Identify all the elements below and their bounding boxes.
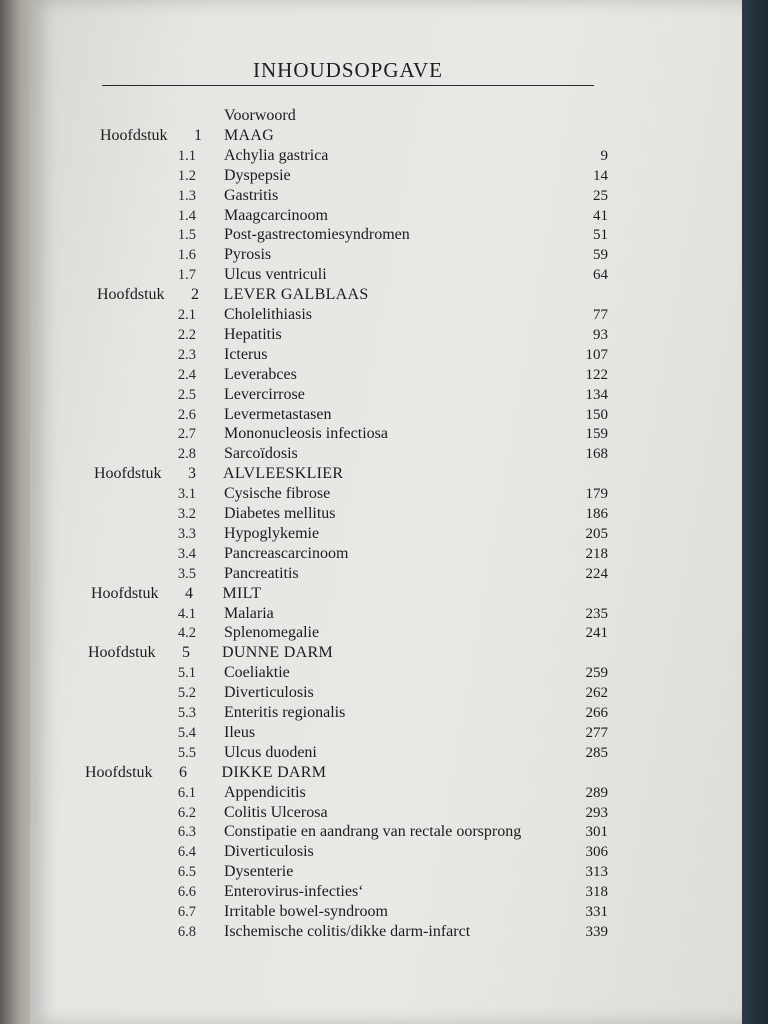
section-title: Cholelithiasis: [224, 306, 312, 323]
section-number: 1.1: [177, 147, 196, 164]
page-number: 339: [585, 923, 608, 940]
section-title: Ischemische colitis/dikke darm-infarct: [224, 922, 471, 940]
background-edge: [742, 0, 768, 1024]
section-number: 2.4: [177, 366, 196, 383]
section-number: 3.1: [177, 486, 196, 503]
section-number: 5.5: [177, 744, 196, 761]
page-number: 134: [585, 386, 608, 403]
page-number: 331: [585, 904, 608, 920]
chapter-label: Hoofdstuk: [97, 286, 165, 304]
section-title: Constipatie en aandrang van rectale oorsprong: [224, 823, 522, 841]
page-number: 301: [585, 824, 608, 841]
section-title: Ulcus duodeni: [224, 743, 317, 761]
section-number: 5.1: [177, 665, 196, 682]
page-number: 168: [585, 446, 608, 463]
section-title: Mononucleosis infectiosa: [224, 425, 388, 443]
section-title: Achylia gastrica: [224, 146, 329, 164]
chapter-number: 5: [182, 644, 190, 662]
section-number: 1.6: [177, 247, 196, 264]
section-title: Coeliaktie: [224, 664, 290, 682]
chapter-label: Hoofdstuk: [88, 644, 156, 662]
section-number: 2.2: [177, 326, 196, 343]
chapter-number: 2: [191, 286, 199, 304]
section-number: 3.2: [177, 506, 196, 522]
page-number: 25: [593, 187, 608, 204]
page-number: 59: [593, 247, 608, 264]
section-number: 6.7: [177, 904, 196, 920]
page-number: 235: [585, 605, 608, 622]
section-number: 2.7: [177, 426, 196, 443]
section-title: Hepatitis: [224, 325, 282, 343]
section-number: 1.7: [177, 267, 196, 284]
section-number: 5.3: [177, 705, 196, 721]
chapter-label: Hoofdstuk: [100, 126, 168, 144]
page-number: 318: [585, 884, 608, 901]
chapter-title: ALVLEESKLIER: [223, 465, 344, 483]
page-number: 179: [585, 486, 608, 503]
section-title: Gastritis: [224, 186, 279, 204]
section-number: 6.8: [177, 923, 196, 940]
section-number: 3.5: [177, 565, 196, 582]
section-title: Levercirrose: [224, 385, 305, 403]
section-number: 6.1: [177, 784, 196, 801]
section-title: Diverticulosis: [224, 684, 314, 702]
section-number: 5.2: [177, 685, 196, 702]
section-title: Pyrosis: [224, 246, 272, 264]
chapter-title: DUNNE DARM: [222, 644, 333, 662]
section-title: Enteritis regionalis: [224, 704, 346, 721]
section-title: Leverabces: [224, 365, 297, 383]
section-title: Post-gastrectomiesyndromen: [224, 226, 410, 244]
section-title: Diverticulosis: [224, 843, 314, 861]
section-number: 4.2: [177, 625, 196, 642]
section-title: Pancreatitis: [224, 564, 299, 582]
page-number: 14: [593, 167, 608, 184]
section-number: 1.5: [177, 227, 196, 244]
section-number: 2.5: [177, 386, 196, 403]
section-title: Hypoglykemie: [224, 524, 320, 542]
page-number: 41: [593, 207, 608, 224]
section-title: Sarcoïdosis: [224, 445, 298, 463]
page-number: 9: [600, 147, 608, 164]
page-number: 159: [585, 426, 608, 443]
page-number: 77: [593, 307, 608, 323]
page-number: 122: [585, 366, 608, 383]
section-title: Maagcarcinoom: [224, 206, 328, 224]
chapter-number: 3: [188, 465, 196, 483]
section-number: 2.6: [177, 406, 196, 423]
chapter-number: 1: [194, 126, 202, 144]
page-number: 262: [585, 685, 608, 702]
section-title: Icterus: [224, 345, 268, 363]
page-number: 285: [585, 744, 608, 761]
chapter-title: LEVER GALBLAAS: [223, 286, 369, 304]
section-title: Cysische fibrose: [224, 485, 331, 503]
section-number: 1.4: [177, 207, 196, 224]
page-number: 306: [585, 844, 608, 861]
preface-entry: Voorwoord: [224, 107, 296, 124]
page-number: 241: [585, 625, 608, 642]
page-number: 93: [593, 326, 608, 343]
page-number: 218: [585, 545, 608, 562]
section-number: 4.1: [177, 605, 196, 622]
section-number: 1.3: [177, 187, 196, 204]
section-number: 6.3: [177, 824, 196, 841]
page-number: 277: [585, 724, 608, 741]
page-number: 289: [585, 784, 608, 801]
chapter-label: Hoofdstuk: [94, 465, 162, 483]
section-number: 5.4: [177, 724, 196, 741]
page-number: 259: [585, 665, 608, 682]
chapter-title: MAAG: [224, 126, 275, 144]
section-title: Levermetastasen: [224, 405, 332, 423]
page-number: 293: [585, 804, 608, 821]
section-title: Pancreascarcinoom: [224, 544, 349, 562]
table-of-contents: [30, 0, 746, 1024]
section-title: Appendicitis: [224, 783, 306, 801]
page-number: 224: [585, 565, 608, 582]
section-number: 2.3: [177, 346, 196, 363]
section-number: 3.3: [177, 525, 196, 542]
chapter-number: 4: [185, 584, 193, 602]
page-number: 107: [585, 346, 608, 363]
page-number: 150: [585, 406, 608, 423]
section-number: 6.6: [177, 884, 196, 901]
chapter-title: MILT: [222, 584, 262, 602]
page-number: 186: [585, 506, 608, 522]
section-title: Splenomegalie: [224, 624, 320, 642]
section-title: Diabetes mellitus: [224, 505, 336, 522]
section-number: 6.5: [177, 864, 196, 881]
section-title: Enterovirus-infecties‘: [224, 883, 364, 901]
page-number: 51: [593, 227, 608, 244]
book-page: [30, 0, 746, 1024]
section-title: Dyspepsie: [224, 166, 291, 184]
page-number: 266: [585, 705, 608, 721]
section-title: Dysenterie: [224, 863, 294, 881]
section-title: Colitis Ulcerosa: [224, 803, 328, 821]
page-number: 313: [585, 864, 608, 881]
page-title: INHOUDSOPGAVE: [102, 58, 594, 86]
chapter-number: 6: [179, 763, 187, 781]
chapter-title: DIKKE DARM: [221, 763, 327, 781]
page-number: 205: [585, 525, 608, 542]
section-title: Malaria: [224, 604, 274, 622]
section-number: 6.4: [177, 844, 196, 861]
section-number: 2.1: [177, 307, 196, 323]
section-title: Irritable bowel-syndroom: [224, 903, 388, 920]
page-number: 64: [593, 267, 608, 284]
chapter-label: Hoofdstuk: [91, 584, 159, 602]
chapter-label: Hoofdstuk: [85, 763, 153, 781]
section-title: Ulcus ventriculi: [224, 266, 327, 284]
section-number: 1.2: [177, 167, 196, 184]
section-title: Ileus: [224, 723, 256, 741]
section-number: 2.8: [177, 446, 196, 463]
section-number: 3.4: [177, 545, 196, 562]
section-number: 6.2: [177, 804, 196, 821]
